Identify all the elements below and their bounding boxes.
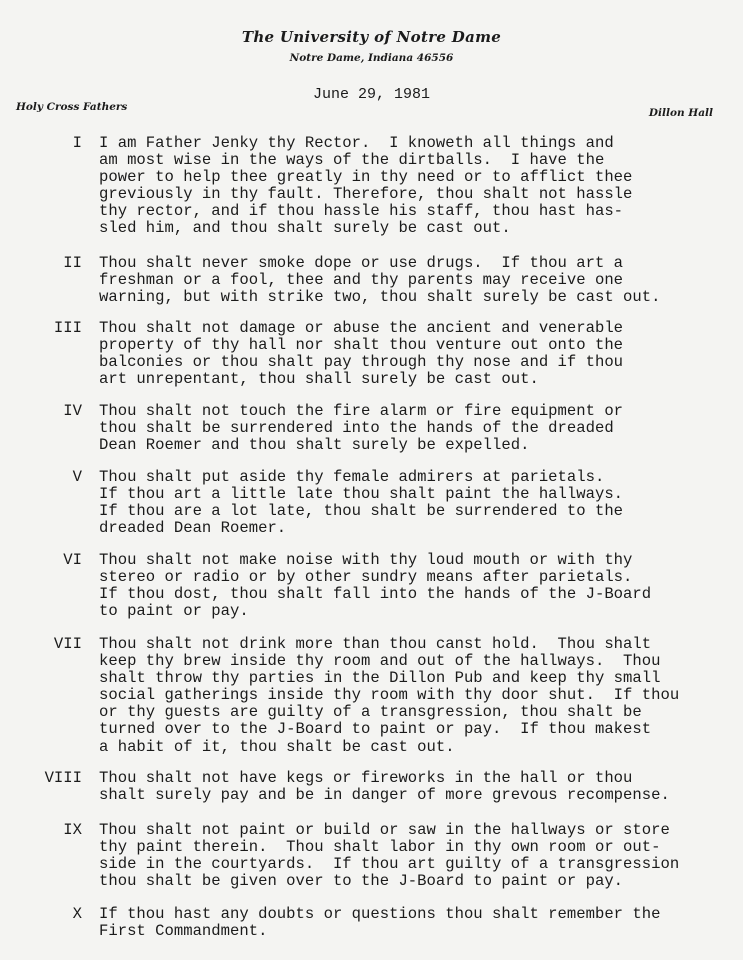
commandment-numeral: VI: [63, 551, 82, 569]
commandment-text: Thou shalt not make noise with thy loud mouth or with thy stereo or radio or by other sundry means after parietals. If thou dost, thou shalt fall into the hands of the J-Board to paint or pay.: [99, 551, 652, 621]
commandment-numeral: III: [53, 319, 82, 337]
commandment-text: Thou shalt not touch the fire alarm or fire equipment or thou shalt be surrendered into the hands of the dreaded Dean Roemer and thou shalt surely be expelled.: [99, 402, 624, 455]
commandment-numeral: IX: [63, 821, 82, 839]
commandment-text: I am Father Jenky thy Rector. I knoweth all things and am most wise in the ways of the dirtballs. I have the power to help thee greatly in thy need or to afflict thee greviously in thy fault. Therefore, thou shalt not hassle thy rector, and if thou hassle his staff, thou hast has- sled him, and thou shalt surely be cast out.: [99, 134, 633, 238]
commandment-text: Thou shalt not have kegs or fireworks in the hall or thou shalt surely pay and be in danger of more grevous recompense.: [99, 769, 670, 805]
commandment-text: Thou shalt not paint or build or saw in the hallways or store thy paint therein. Thou shalt labor in thy own room or out- side in the courtyards. If thou art guilty of a transgression thou shalt be given over to the J-Board to paint or pay.: [99, 821, 680, 891]
letterhead-dillon-hall: Dillon Hall: [648, 107, 713, 119]
commandment-numeral: V: [72, 468, 82, 486]
letter-date: June 29, 1981: [312, 86, 431, 103]
letterhead-university-name: The University of Notre Dame: [241, 28, 502, 46]
commandment-numeral: VII: [53, 635, 82, 653]
letterhead-holy-cross-fathers: Holy Cross Fathers: [16, 101, 128, 113]
commandment-numeral: VIII: [44, 769, 82, 787]
commandment-numeral: I: [72, 134, 82, 152]
letterhead-address: Notre Dame, Indiana 46556: [289, 52, 454, 64]
commandment-numeral: IV: [63, 402, 82, 420]
commandment-text: Thou shalt put aside thy female admirers at parietals. If thou art a little late thou shalt paint the hallways. If thou are a lot late, thou shalt be surrendered to the dreaded Dean Roemer.: [99, 468, 624, 538]
commandment-text: Thou shalt not drink more than thou canst hold. Thou shalt keep thy brew inside thy room and out of the hallways. Thou shalt throw thy parties in the Dillon Pub and keep thy small social gatherings inside thy room with thy door shut. If thou or thy guests are guilty of a transgression, thou shalt be turned over to the J-Board to paint or pay. If thou makest a habit of it, thou shalt be cast out.: [99, 635, 680, 756]
commandment-text: If thou hast any doubts or questions thou shalt remember the First Commandment.: [99, 905, 661, 941]
commandment-numeral: II: [63, 254, 82, 272]
commandment-text: Thou shalt not damage or abuse the ancient and venerable property of thy hall nor shalt thou venture out onto the balconies or thou shalt pay through thy nose and if thou art unrepentant, thou shall surely be cast out.: [99, 319, 624, 389]
commandment-text: Thou shalt never smoke dope or use drugs. If thou art a freshman or a fool, thee and thy parents may receive one warning, but with strike two, thou shalt surely be cast out.: [99, 254, 661, 307]
commandment-numeral: X: [72, 905, 82, 923]
